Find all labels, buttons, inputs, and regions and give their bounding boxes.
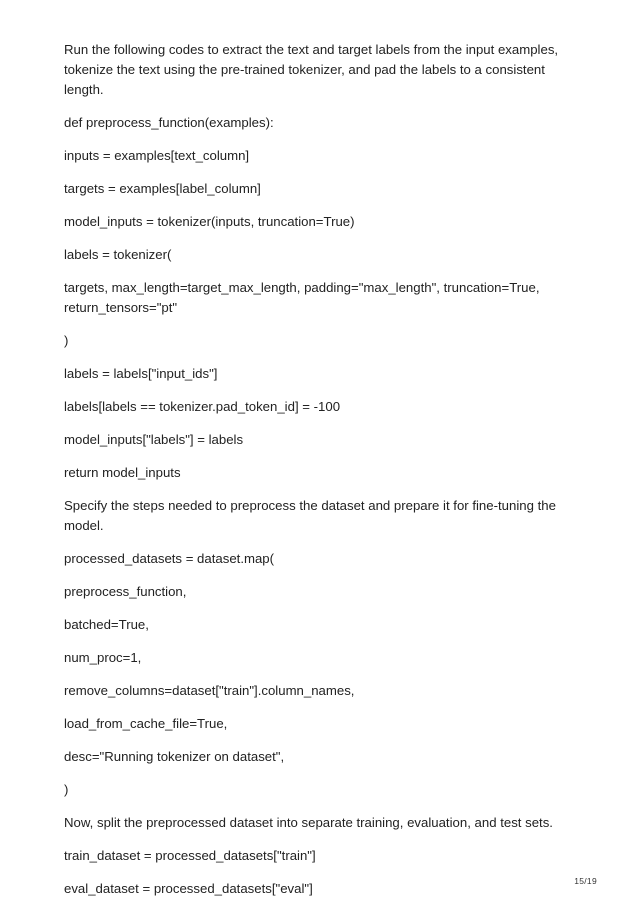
code-line: num_proc=1, xyxy=(64,650,142,665)
code-line: inputs = examples[text_column] xyxy=(64,148,250,163)
code-line: labels = tokenizer( xyxy=(64,247,172,262)
code-line: processed_datasets = dataset.map( xyxy=(64,551,275,566)
code-line: def preprocess_function(examples): xyxy=(64,115,274,130)
code-line: batched=True, xyxy=(64,617,149,632)
code-line: targets, max_length=target_max_length, padding="max_length", truncation=True, return_tensors="pt" xyxy=(64,280,540,315)
code-line: remove_columns=dataset["train"].column_names, xyxy=(64,683,355,698)
paragraph-intro: Run the following codes to extract the text and target labels from the input examples, tokenize the text using the pre-trained tokenizer, and pad the labels to a consistent length. xyxy=(64,42,559,97)
code-line: return model_inputs xyxy=(64,465,181,480)
paragraph-split-datasets: Now, split the preprocessed dataset into separate training, evaluation, and test sets. xyxy=(64,815,553,830)
code-line: labels[labels == tokenizer.pad_token_id] = -100 xyxy=(64,399,341,414)
paragraph-preprocess-steps: Specify the steps needed to preprocess the dataset and prepare it for fine-tuning the model. xyxy=(64,498,556,533)
code-line: preprocess_function, xyxy=(64,584,187,599)
code-line: eval_dataset = processed_datasets["eval"] xyxy=(64,881,313,896)
code-line: model_inputs["labels"] = labels xyxy=(64,432,244,447)
code-line: ) xyxy=(64,333,69,348)
code-line: ) xyxy=(64,782,69,797)
page-number: 15/19 xyxy=(574,876,597,886)
code-line: model_inputs = tokenizer(inputs, truncation=True) xyxy=(64,214,355,229)
code-line: load_from_cache_file=True, xyxy=(64,716,228,731)
page-content xyxy=(64,40,564,912)
code-line: desc="Running tokenizer on dataset", xyxy=(64,749,285,764)
code-line: train_dataset = processed_datasets["train"] xyxy=(64,848,316,863)
code-line: targets = examples[label_column] xyxy=(64,181,261,196)
code-line: labels = labels["input_ids"] xyxy=(64,366,218,381)
